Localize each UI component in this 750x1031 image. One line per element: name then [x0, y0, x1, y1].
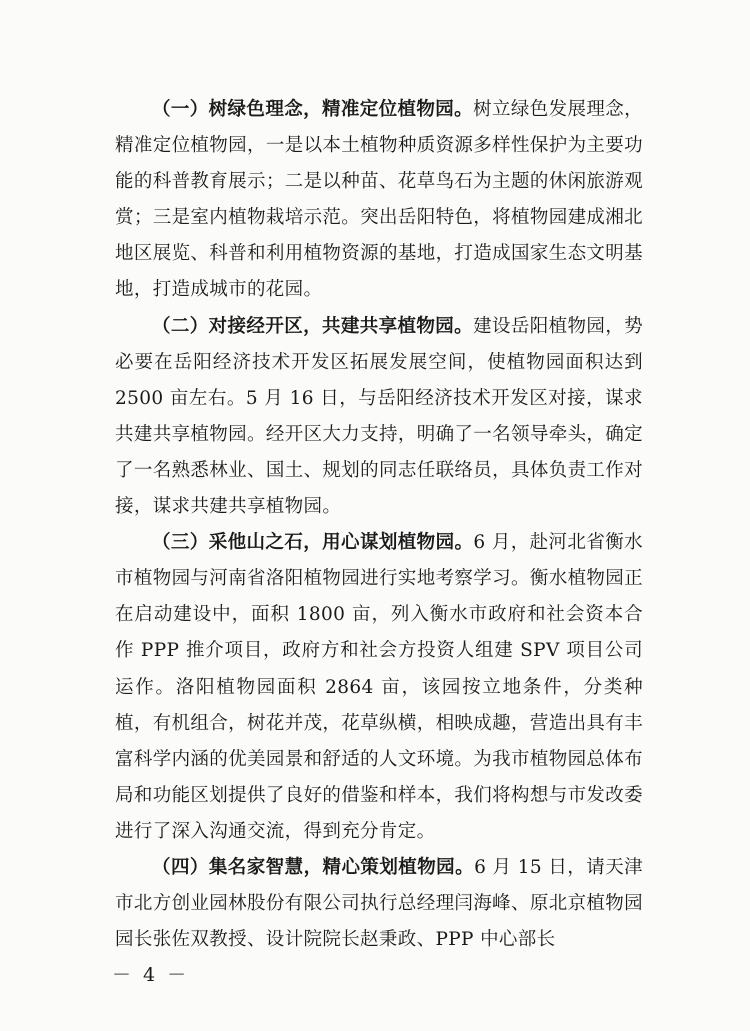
paragraph-3	[115, 525, 643, 850]
paragraph-2	[115, 309, 643, 526]
paragraph-4-heading: （四）集名家智慧，精心策划植物园。	[152, 856, 475, 878]
paragraph-3-text: 6 月，赴河北省衡水市植物园与河南省洛阳植物园进行实地考察学习。衡水植物园正在启动建设中，面积 1800 亩，列入衡水市政府和社会资本合作 PPP 推介项目，政府方和社会方投资人组建 SPV 项目公司运作。洛阳植物园面积 2864 亩，该园按立地条件，分类种植，有机组合，树花并茂，花草纵横，相映成趣，营造出具有丰富科学内涵的优美园景和舒适的人文环境。为我市植物园总体布局和功能区划提供了良好的借鉴和样本，我们将构想与市发改委进行了深入沟通交流，得到充分肯定。	[115, 532, 644, 842]
paragraph-3-heading: （三）采他山之石，用心谋划植物园。	[152, 532, 474, 554]
document-body	[115, 92, 643, 958]
paragraph-2-heading: （二）对接经开区，共建共享植物园。	[152, 315, 474, 337]
paragraph-4	[115, 850, 643, 958]
paragraph-1-text: 树立绿色发展理念，精准定位植物园，一是以本土植物种质资源多样性保护为主要功能的科普教育展示；二是以种苗、花草鸟石为主题的休闲旅游观赏；三是室内植物栽培示范。突出岳阳特色，将植物园建成湘北地区展览、科普和利用植物资源的基地，打造成国家生态文明基地，打造成城市的花园。	[115, 99, 643, 301]
paragraph-1-heading: （一）树绿色理念，精准定位植物园。	[152, 99, 474, 120]
paragraph-1	[115, 92, 643, 309]
paragraph-4-text: 6 月 15 日，请天津市北方创业园林股份有限公司执行总经理闫海峰、原北京植物园园长张佐双教授、设计院院长赵秉政、PPP 中心部长	[115, 856, 643, 951]
paragraph-2-text: 建设岳阳植物园，势必要在岳阳经济技术开发区拓展发展空间，使植物园面积达到 2500 亩左右。5 月 16 日，与岳阳经济技术开发区对接，谋求共建共享植物园。经开区大力支持，明确了一名领导牵头，确定了一名熟悉林业、国土、规划的同志任联络员，具体负责工作对接，谋求共建共享植物园。	[115, 315, 643, 518]
page-number: － 4 －	[112, 964, 190, 986]
